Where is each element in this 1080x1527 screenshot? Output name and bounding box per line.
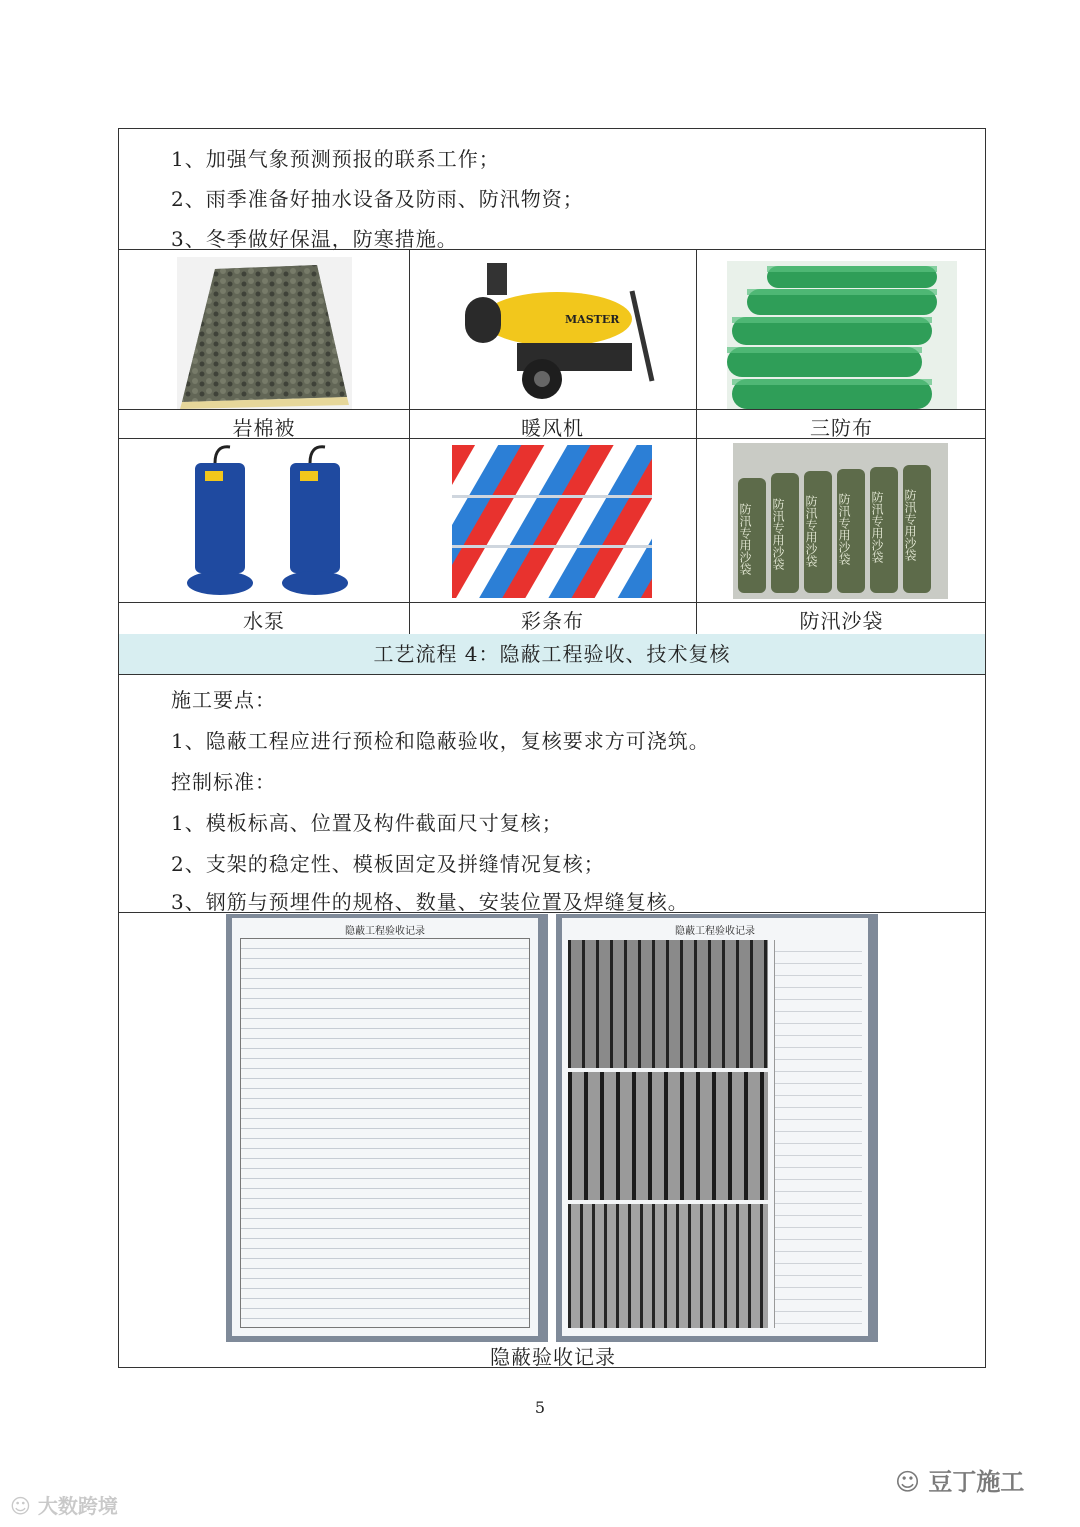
- page-number: 5: [534, 1398, 546, 1417]
- form-title: 隐蔽工程验收记录: [345, 926, 425, 937]
- heater-image: [457, 261, 657, 407]
- wechat-icon: ☺: [895, 1468, 921, 1496]
- rock-wool-blanket-image: [177, 257, 352, 409]
- watermark-right-text: 豆丁施工: [928, 1468, 1025, 1496]
- material-label: 防汛沙袋: [799, 609, 884, 633]
- sandbag-text: 防汛专用沙袋: [771, 498, 785, 570]
- sandbag-text: 防汛专用沙袋: [903, 489, 917, 561]
- text-line: 3、钢筋与预埋件的规格、数量、安装位置及焊缝复核。: [171, 890, 689, 914]
- water-pump-image: [175, 443, 355, 603]
- striped-tarp-image: [452, 445, 652, 598]
- tarp-rolls-image: [727, 261, 957, 409]
- watermark-right: [895, 1462, 1024, 1497]
- inspection-form-photo: [226, 914, 548, 1342]
- text-line: 3、冬季做好保温，防寒措施。: [171, 227, 458, 251]
- material-label: 暖风机: [521, 416, 584, 440]
- sandbag-text: 防汛专用沙袋: [804, 495, 818, 567]
- watermark-left: [10, 1490, 118, 1519]
- wechat-icon: ☺: [10, 1494, 31, 1518]
- text-line: 施工要点：: [171, 688, 276, 712]
- sandbags-image: [733, 443, 948, 599]
- text-line: 2、雨季准备好抽水设备及防雨、防汛物资；: [171, 187, 584, 211]
- watermark-left-text: 大数跨境: [37, 1494, 118, 1518]
- material-label: 水泵: [243, 609, 285, 633]
- record-caption: 隐蔽验收记录: [490, 1345, 616, 1369]
- text-line: 控制标准：: [171, 770, 276, 794]
- process-title-band: 工艺流程 4：隐蔽工程验收、技术复核: [119, 634, 985, 674]
- text-line: 1、加强气象预测预报的联系工作；: [171, 147, 500, 171]
- sandbag-text: 防汛专用沙袋: [837, 493, 851, 565]
- text-line: 2、支架的稳定性、模板固定及拼缝情况复核；: [171, 852, 605, 876]
- text-line: 1、模板标高、位置及构件截面尺寸复核；: [171, 811, 563, 835]
- inspection-photo-sheet: [556, 914, 878, 1342]
- material-label: 岩棉被: [232, 416, 296, 440]
- heater-brand-text: MASTER: [565, 313, 620, 326]
- material-label: 彩条布: [521, 609, 584, 633]
- photo-sheet-title: 隐蔽工程验收记录: [675, 926, 755, 937]
- sandbag-text: 防汛专用沙袋: [870, 491, 884, 563]
- material-label: 三防布: [810, 416, 873, 440]
- text-line: 1、隐蔽工程应进行预检和隐蔽验收，复核要求方可浇筑。: [171, 729, 710, 753]
- sandbag-text: 防汛专用沙袋: [738, 503, 752, 575]
- document-table: [118, 128, 986, 1368]
